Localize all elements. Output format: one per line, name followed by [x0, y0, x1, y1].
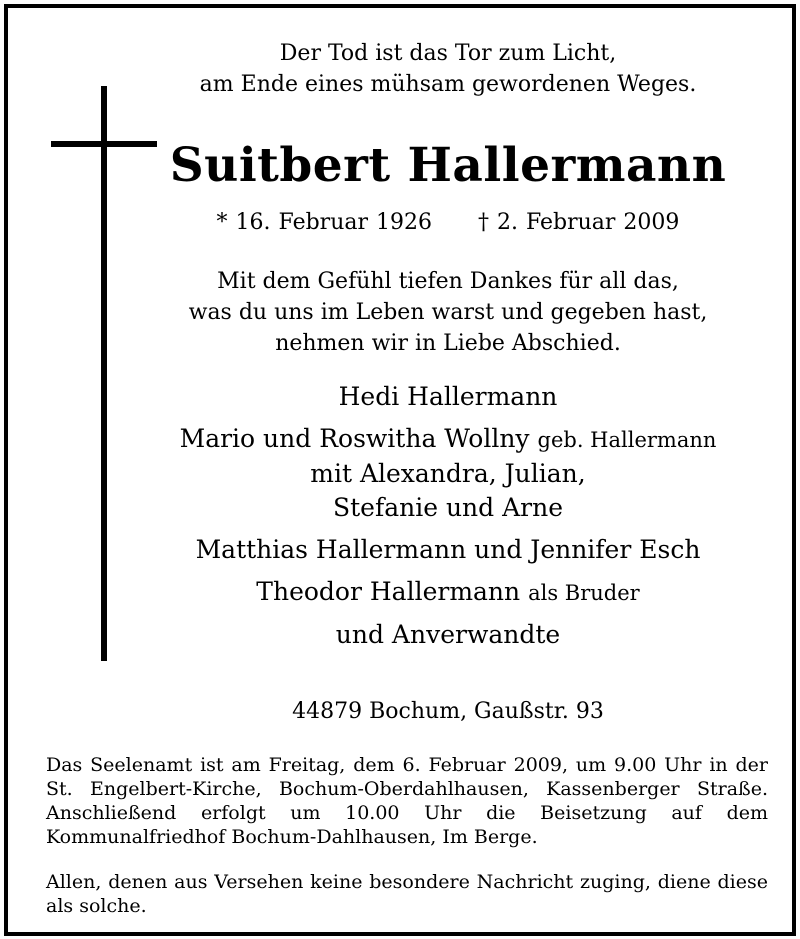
thanks-line-2: was du uns im Leben warst und gegeben hast, — [188, 300, 708, 325]
mourner-5: und Anverwandte — [335, 620, 561, 649]
mourner-4-note: als Bruder — [528, 581, 640, 605]
mourner-1: Hedi Hallermann — [338, 382, 558, 411]
cross-icon-bar — [51, 141, 157, 147]
closing-note-text: Allen, denen aus Versehen keine besondere Nachricht zuging, diene diese als solche. — [46, 871, 768, 917]
mourner-2-line-3: Stefanie und Arne — [332, 493, 564, 522]
mourner-3: Matthias Hallermann und Jennifer Esch — [195, 535, 701, 564]
funeral-details — [46, 753, 768, 849]
death-date: † 2. Februar 2009 — [477, 210, 680, 235]
address: 44879 Bochum, Gaußstr. 93 — [292, 699, 604, 724]
mourner-2-name: Mario und Roswitha Wollny — [179, 424, 530, 453]
motto-line-2: am Ende eines mühsam gewordenen Weges. — [199, 72, 697, 97]
funeral-details-text: Das Seelenamt ist am Freitag, dem 6. Februar 2009, um 9.00 Uhr in der St. Engelbert-Kirche, Bochum-Oberdahlhausen, Kassenberger Straße. Anschließend erfolgt um 10.00 Uhr die Beisetzung auf dem Kommunalfriedhof Bochum-Dahlhausen, Im Berge. — [46, 754, 768, 848]
thanks-line-1: Mit dem Gefühl tiefen Dankes für all das, — [217, 269, 679, 294]
cross-icon — [101, 86, 107, 661]
motto — [148, 38, 748, 100]
obituary-notice — [4, 4, 796, 936]
closing-note — [46, 870, 768, 918]
motto-line-1: Der Tod ist das Tor zum Licht, — [279, 41, 617, 66]
mourner-4 — [148, 575, 748, 610]
thanks-text — [148, 266, 748, 359]
thanks-line-3: nehmen wir in Liebe Abschied. — [275, 331, 621, 356]
birth-date: * 16. Februar 1926 — [216, 210, 432, 235]
deceased-name: Suitbert Hallermann — [169, 138, 727, 193]
mourner-2-note: geb. Hallermann — [537, 428, 717, 452]
mourners-list — [148, 380, 748, 652]
mourner-2 — [148, 422, 748, 457]
mourner-2-line-2: mit Alexandra, Julian, — [310, 459, 586, 488]
mourner-4-name: Theodor Hallermann — [256, 577, 521, 606]
life-dates — [148, 208, 748, 238]
